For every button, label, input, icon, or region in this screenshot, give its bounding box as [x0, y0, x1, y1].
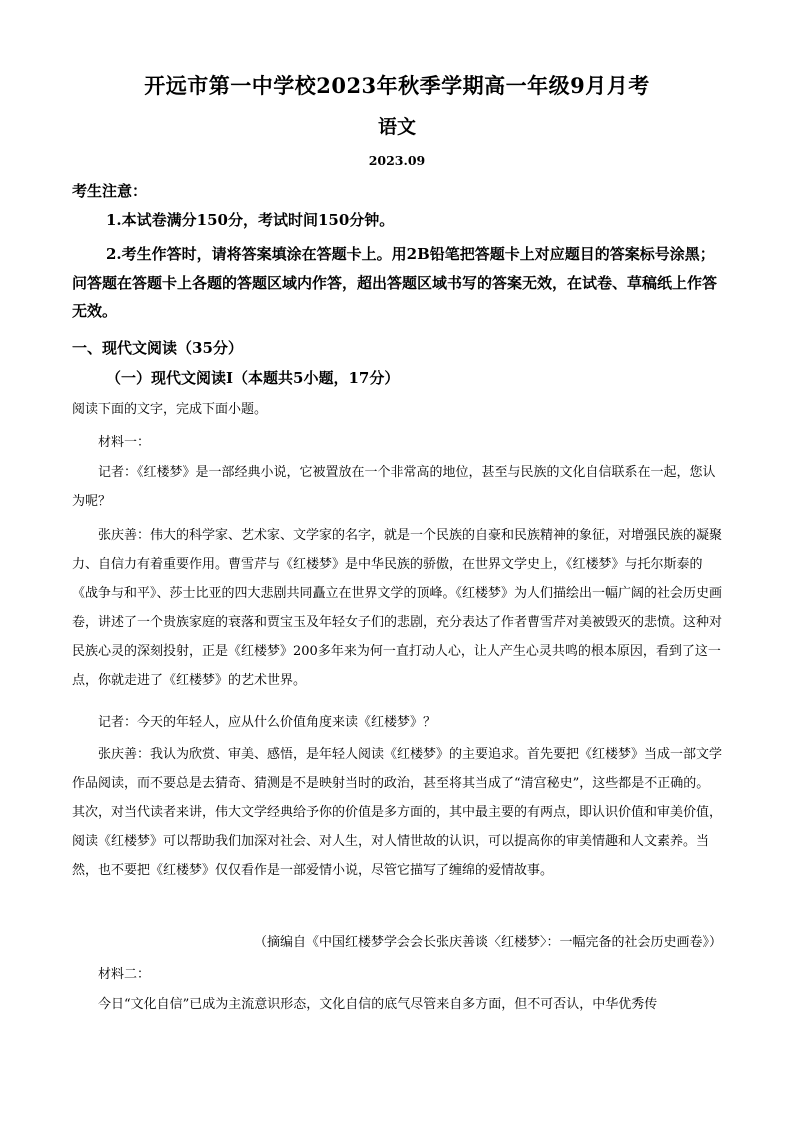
material1-question-2: 记者：今天的年轻人，应从什么价值角度来读《红楼梦》？ — [98, 715, 437, 730]
section-instruction: 阅读下面的文字，完成下面小题。 — [72, 402, 268, 417]
exam-date: 2023.09 — [368, 153, 426, 168]
material2-paragraph-1: 今日“文化自信”已成为主流意识形态，文化自信的底气尽管来自多方面，但不可否认，中华优秀传 — [98, 997, 658, 1012]
notice-item-1: 1.本试卷满分150分，考试时间150分钟。 — [106, 211, 395, 229]
exam-title: 开远市第一中学校2023年秋季学期高一年级9月月考 — [144, 73, 650, 98]
material1-answer-1: 张庆善：伟大的科学家、艺术家、文学家的名字，就是一个民族的自豪和民族精神的象征，对增强民族的凝聚力、自信力有着重要作用。曹雪芹与《红楼梦》是中华民族的骄傲，在世界文学史上，《红楼梦》与托尔斯泰的《战争与和平》、莎士比亚的四大悲剧共同矗立在世界文学的顶峰。《红楼梦》为人们描绘出一幅广阔的社会历史画卷，讲述了一个贵族家庭的衰落和贾宝玉及年轻女子们的悲剧，充分表达了作者曹雪芹对美被毁灭的悲愤。这种对民族心灵的深刻投射，正是《红楼梦》200多年来为何一直打动人心，让人产生心灵共鸣的根本原因，看到了这一点，你就走进了《红楼梦》的艺术世界。 — [72, 528, 723, 688]
material1-question-1: 记者：《红楼梦》是一部经典小说，它被置放在一个非常高的地位，甚至与民族的文化自信联系在一起，您认为呢？ — [72, 465, 716, 509]
section-subheading: （一）现代文阅读Ⅰ（本题共5小题，17分） — [106, 369, 400, 387]
material1-answer-2: 张庆善：我认为欣赏、审美、感悟，是年轻人阅读《红楼梦》的主要追求。首先要把《红楼梦》当成一部文学作品阅读，而不要总是去猜奇、猜测是不是映射当时的政治，甚至将其当成了“清宫秘史”，这些都是不正确的。其次，对当代读者来讲，伟大文学经典给予你的价值是多方面的，其中最主要的有两点，即认识价值和审美价值，阅读《红楼梦》可以帮助我们加深对社会、对人生，对人情世故的认识，可以提高你的审美情趣和人文素养。当然，也不要把《红楼梦》仅仅看作是一部爱情小说，尽管它描写了缠绵的爱情故事。 — [72, 747, 723, 878]
material1-label: 材料一： — [98, 435, 151, 450]
material1-source: （摘编自《中国红楼梦学会会长张庆善谈〈红楼梦〉：一幅完备的社会历史画卷》） — [253, 935, 722, 950]
notice-item-2: 2.考生作答时，请将答案填涂在答题卡上。用2B铅笔把答题卡上对应题目的答案标号涂黑；问答题在答题卡上各题的答题区域内作答，超出答题区域书写的答案无效，在试卷、草稿纸上作答无效。 — [72, 245, 718, 320]
material2-label: 材料二： — [98, 967, 151, 982]
section-heading: 一、现代文阅读（35分） — [72, 339, 243, 357]
notice-heading: 考生注意： — [72, 182, 148, 200]
subject-title: 语文 — [377, 116, 416, 138]
